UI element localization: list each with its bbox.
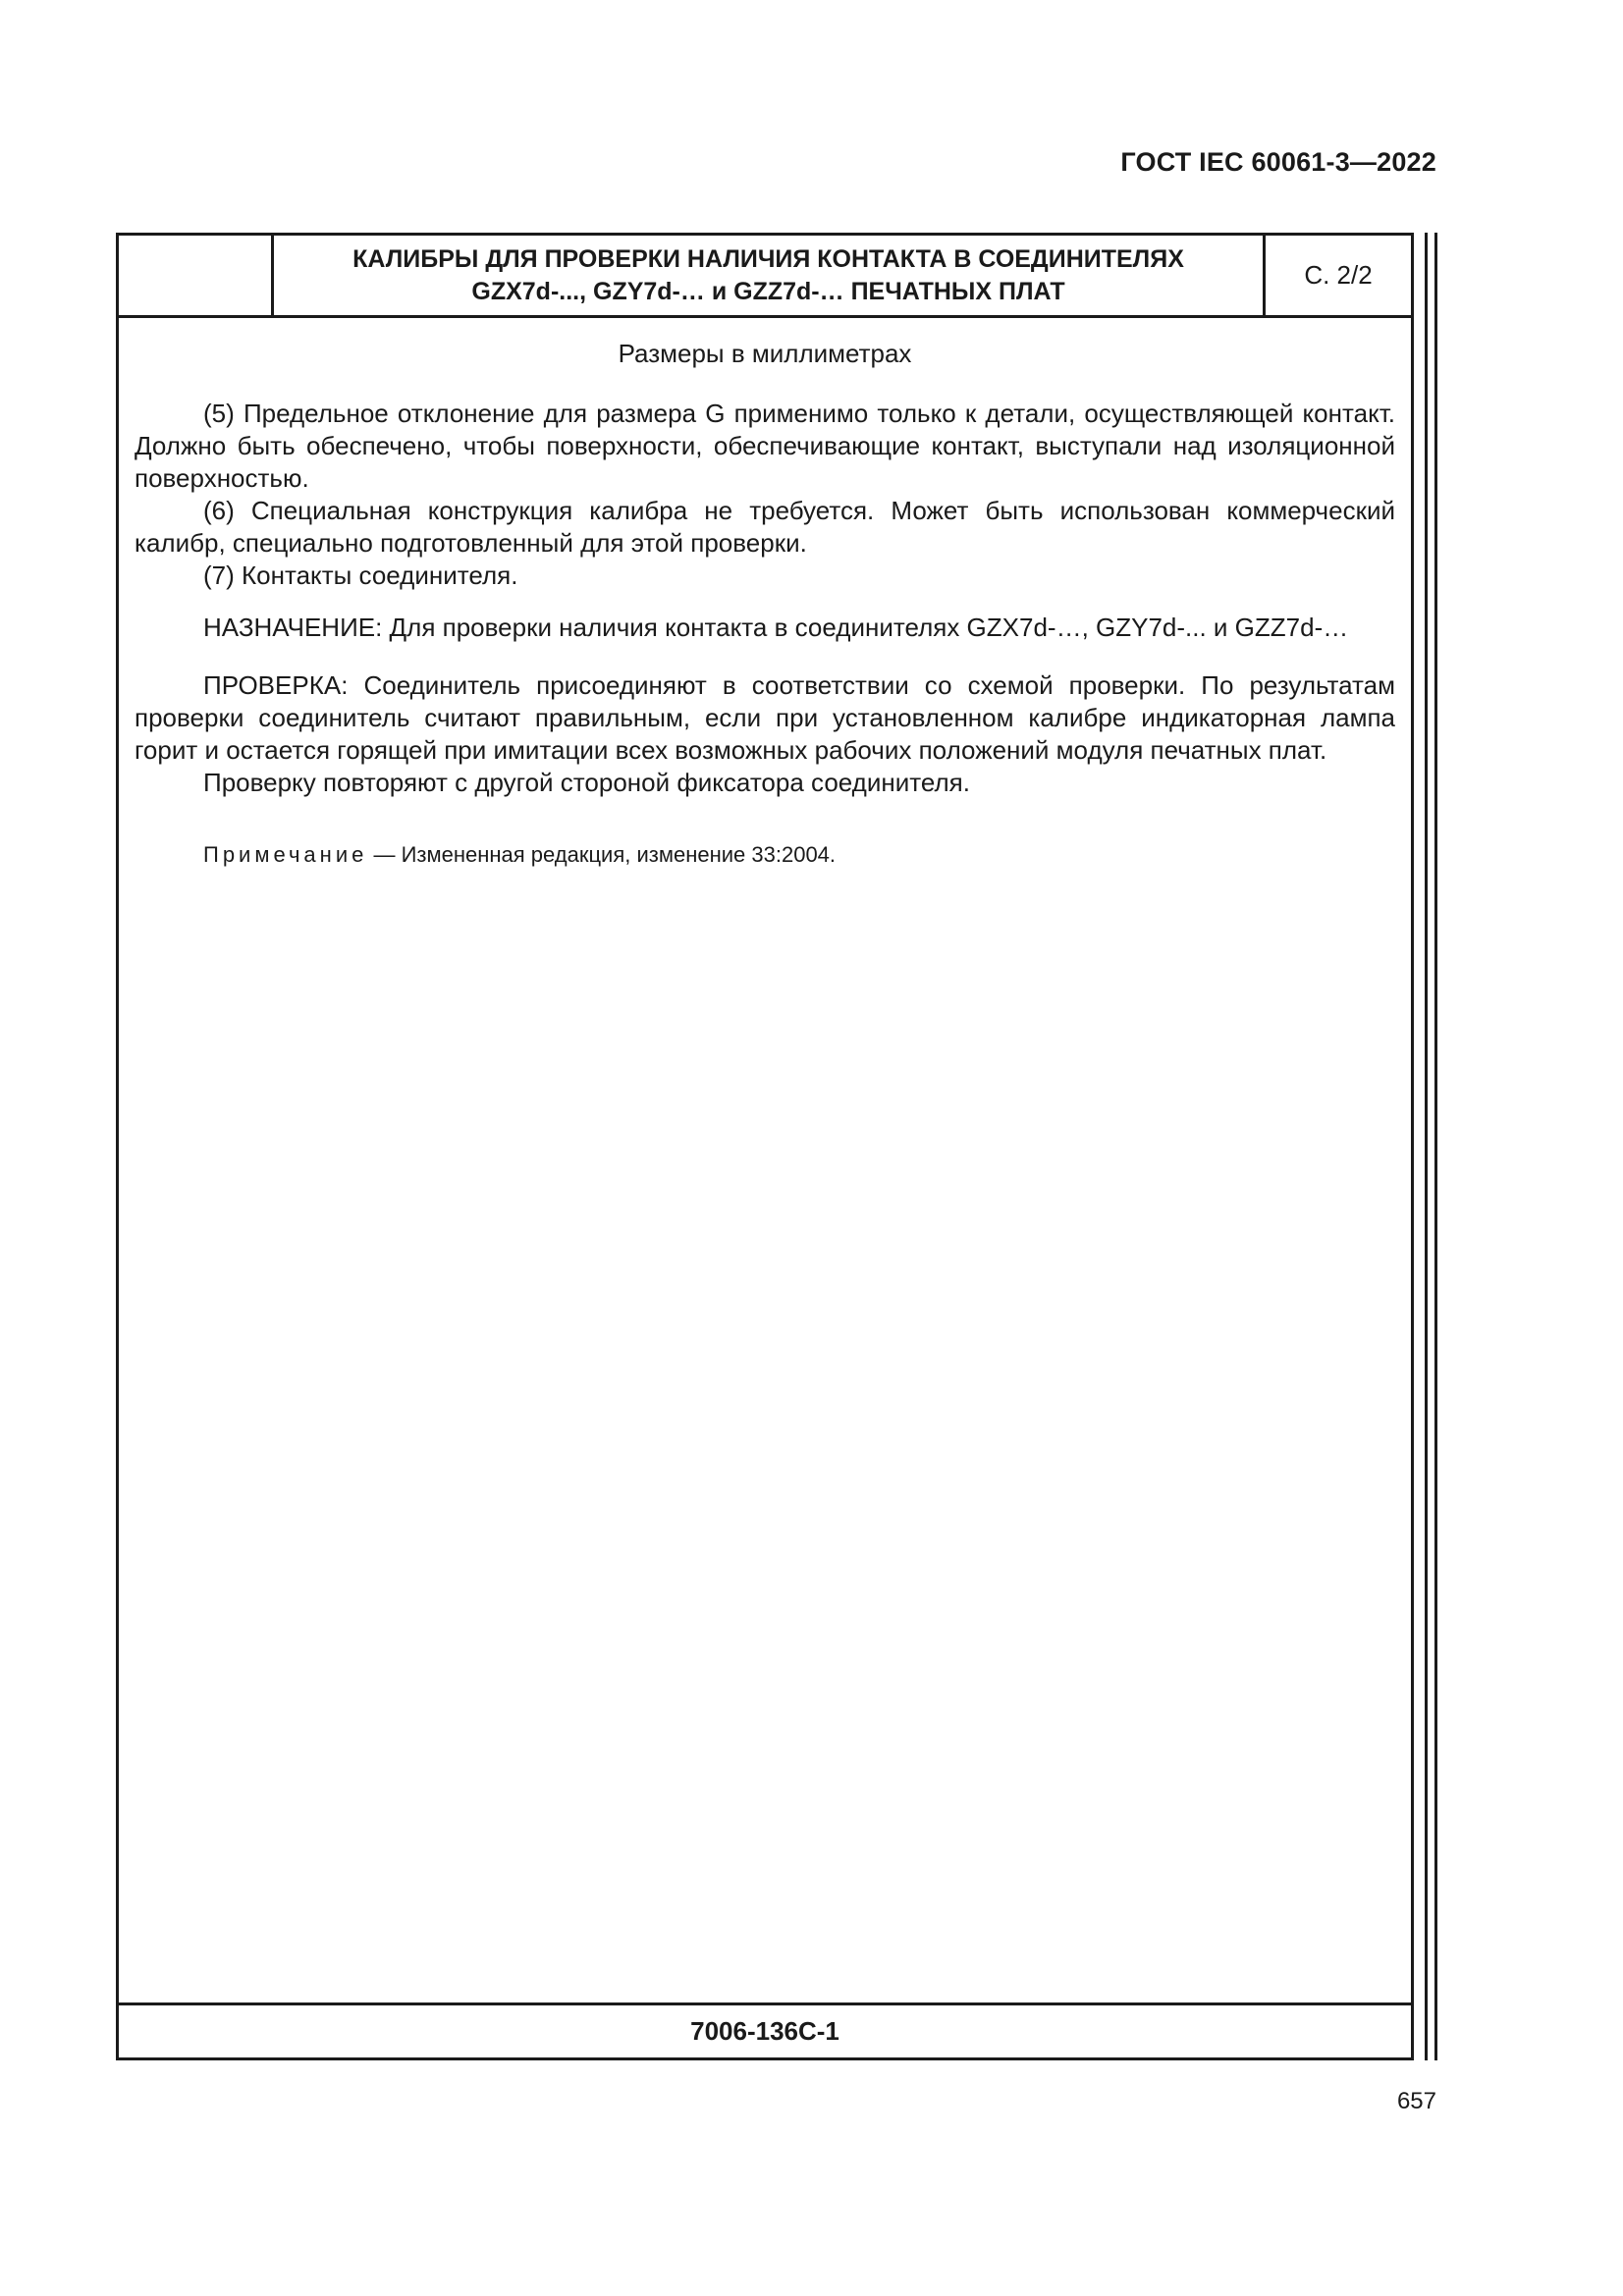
- dimensions-note: Размеры в миллиметрах: [618, 339, 912, 368]
- sheet-footer-code: 7006-136C-1: [119, 2002, 1411, 2057]
- sheet-title: [274, 236, 1266, 315]
- check-repeat-paragraph: Проверку повторяют с другой стороной фиксатора соединителя.: [203, 768, 970, 797]
- sheet-page-label: С. 2/2: [1304, 260, 1373, 290]
- document-code: ГОСТ IEC 60061-3—2022: [1120, 147, 1436, 177]
- remark-label: Примечание: [203, 842, 368, 867]
- remark: [135, 840, 1395, 870]
- sheet-frame: [116, 233, 1414, 2060]
- remark-text: — Измененная редакция, изменение 33:2004.: [367, 842, 837, 867]
- sheet-body: [135, 338, 1395, 870]
- note-7: (7) Контакты соединителя.: [203, 561, 518, 590]
- sheet-header: [119, 236, 1411, 318]
- sheet-title-line-1: КАЛИБРЫ ДЛЯ ПРОВЕРКИ НАЛИЧИЯ КОНТАКТА В СОЕДИНИТЕЛЯХ: [352, 244, 1184, 273]
- header-empty-cell: [119, 236, 274, 315]
- binding-line-inner: [1434, 233, 1437, 2060]
- check-paragraph: ПРОВЕРКА: Соединитель присоединяют в соответствии со схемой проверки. По результатам проверки соединитель считают правильным, если при установленном калибре индикаторная лампа горит и остается горящей при имитации всех возможных рабочих положений модуля печатных плат.: [135, 670, 1395, 765]
- note-5: (5) Предельное отклонение для размера G применимо только к детали, осуществляющей контакт. Должно быть обеспечено, чтобы поверхности, обеспечивающие контакт, выступали над изоляционной поверхностью.: [135, 399, 1395, 493]
- binding-line-outer: [1425, 233, 1428, 2060]
- page-number: 657: [1396, 2088, 1436, 2114]
- note-6: (6) Специальная конструкция калибра не требуется. Может быть использован коммерческий калибр, специально подготовленный для этой проверки.: [135, 496, 1395, 558]
- sheet-title-line-2: GZX7d-..., GZY7d-… и GZZ7d-… ПЕЧАТНЫХ ПЛАТ: [471, 277, 1065, 305]
- purpose-paragraph: НАЗНАЧЕНИЕ: Для проверки наличия контакта в соединителях GZX7d-…, GZY7d-... и GZZ7d-…: [203, 613, 1349, 642]
